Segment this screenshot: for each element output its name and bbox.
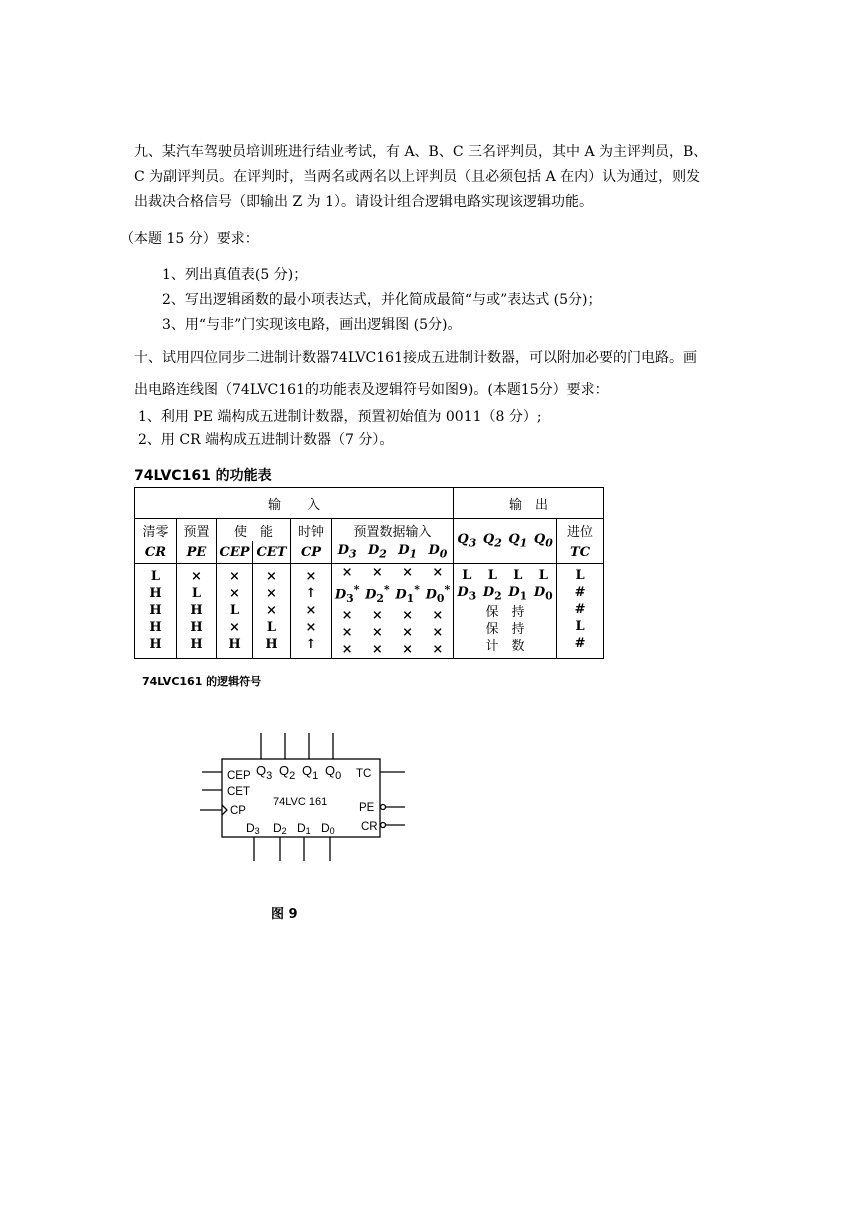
cell-q: L bbox=[487, 567, 497, 583]
cell-d: × bbox=[432, 607, 444, 623]
output-header: 输 出 bbox=[454, 488, 604, 519]
cell-cep: H bbox=[228, 637, 241, 653]
pin-label-cet: CET bbox=[227, 786, 250, 798]
cell-d: $D_3^*$ bbox=[334, 583, 360, 605]
output-mode-text: 保 持 bbox=[485, 605, 525, 621]
q2-label: $Q_2$ bbox=[482, 532, 502, 550]
cell-tc: L bbox=[575, 567, 585, 583]
output-mode-text: 保 持 bbox=[485, 622, 525, 638]
q10-requirement-2: 2、用 CR 端构成五进制计数器（7 分）。 bbox=[138, 432, 394, 448]
pin-label-q2: $Q_2$ bbox=[279, 763, 296, 782]
cell-cp: × bbox=[305, 603, 317, 619]
col-clock-cn: 时钟 bbox=[291, 519, 332, 542]
q9-line-2: C 为副评判员。在评判时，当两名或两名以上评判员（且必须包括 A 在内）认为通过，则发 bbox=[134, 169, 701, 185]
q3-label: $Q_3$ bbox=[457, 532, 477, 550]
d2-label: $D_2$ bbox=[367, 543, 387, 561]
col-cet: CET bbox=[253, 541, 291, 564]
cell-d: × bbox=[402, 607, 414, 623]
pe-inversion-bubble bbox=[381, 805, 386, 810]
cr-inversion-bubble bbox=[381, 823, 386, 828]
pin-label-cp: CP bbox=[230, 805, 246, 817]
cell-d: × bbox=[402, 641, 414, 657]
cell-cet: H bbox=[265, 637, 278, 653]
cell-cr: H bbox=[149, 603, 162, 619]
cell-q: $D_1$ bbox=[508, 584, 528, 603]
cell-d: × bbox=[371, 624, 383, 640]
cell-d: × bbox=[432, 565, 444, 580]
cell-pe: L bbox=[191, 586, 202, 602]
cell-d: × bbox=[341, 565, 353, 580]
cell-d: × bbox=[341, 624, 353, 640]
pin-label-cep: CEP bbox=[227, 770, 251, 782]
cell-tc: # bbox=[574, 584, 586, 600]
col-cp: CP bbox=[291, 541, 332, 564]
cell-d: × bbox=[341, 607, 353, 623]
col-carry-cn: 进位 bbox=[557, 519, 604, 542]
chip-name: 74LVC 161 bbox=[273, 796, 328, 808]
q9-requirement-1: 1、列出真值表(5 分)； bbox=[162, 267, 308, 283]
q10-line-1: 十、试用四位同步二进制计数器74LVC161接成五进制计数器，可以附加必要的门电路。画 bbox=[134, 350, 697, 366]
cell-cep: × bbox=[229, 620, 240, 636]
cell-d: $D_2^*$ bbox=[365, 583, 390, 605]
cell-pe: H bbox=[190, 620, 203, 636]
pin-label-d1: D1 bbox=[297, 821, 311, 836]
pin-label-q1: $Q_1$ bbox=[302, 763, 319, 782]
pin-label-d3: D3 bbox=[246, 821, 260, 836]
col-preset-cn: 预置 bbox=[177, 519, 217, 542]
cell-q: L bbox=[513, 567, 523, 583]
cell-cet: × bbox=[266, 569, 277, 585]
cell-pe: H bbox=[190, 603, 203, 619]
cell-d: $D_0^*$ bbox=[425, 583, 451, 605]
pin-label-d0: D0 bbox=[321, 821, 335, 836]
logic-symbol-caption: 74LVC161 的逻辑符号 bbox=[142, 675, 262, 688]
cell-d: × bbox=[402, 565, 414, 580]
figure-label: 图 9 bbox=[271, 907, 298, 922]
cell-d: $D_1^*$ bbox=[395, 583, 420, 605]
cell-q: $D_2$ bbox=[482, 584, 502, 603]
cell-cp: ↑ bbox=[305, 637, 317, 653]
cell-d: × bbox=[432, 624, 444, 640]
cell-cr: H bbox=[149, 637, 162, 653]
col-cr: CR bbox=[135, 541, 177, 564]
q9-line-1: 九、某汽车驾驶员培训班进行结业考试，有 A、B、C 三名评判员，其中 A 为主评判员，B、 bbox=[134, 144, 708, 160]
col-enable-cn: 使 能 bbox=[217, 519, 291, 542]
pin-label-tc: TC bbox=[356, 768, 372, 780]
cell-q: L bbox=[462, 567, 472, 583]
q10-requirement-1: 1、利用 PE 端构成五进制计数器，预置初始值为 0011（8 分）; bbox=[138, 409, 542, 425]
cell-q: $D_3$ bbox=[457, 584, 477, 603]
col-tc: TC bbox=[557, 541, 604, 564]
cell-pe: × bbox=[191, 569, 202, 585]
cell-d: × bbox=[371, 641, 383, 657]
pin-label-cr: CR bbox=[361, 821, 378, 833]
cell-cep: × bbox=[229, 569, 240, 585]
cell-tc: # bbox=[574, 601, 586, 617]
output-mode-text: 计 数 bbox=[485, 639, 525, 655]
col-clear-cn: 清零 bbox=[135, 519, 177, 542]
pin-label-d2: D2 bbox=[273, 821, 287, 836]
input-header: 输 入 bbox=[135, 488, 454, 519]
cell-cr: L bbox=[150, 569, 161, 585]
cell-cp: ↑ bbox=[305, 586, 317, 602]
cell-d: × bbox=[371, 565, 383, 580]
cell-pe: H bbox=[190, 637, 203, 653]
cell-cet: × bbox=[266, 586, 277, 602]
cell-d: × bbox=[341, 641, 353, 657]
q9-line-3: 出裁决合格信号（即输出 Z 为 1）。请设计组合逻辑电路实现该逻辑功能。 bbox=[134, 194, 593, 210]
clock-triangle bbox=[222, 805, 227, 815]
cell-d: × bbox=[371, 607, 383, 623]
q9-requirement-2: 2、写出逻辑函数的最小项表达式，并化简成最简“与或”表达式 (5分)； bbox=[162, 292, 602, 308]
col-pe: PE bbox=[177, 541, 217, 564]
q9-requirement-3: 3、用“与非”门实现该电路，画出逻辑图 (5分)。 bbox=[162, 317, 462, 333]
col-data-cn: 预置数据输入 bbox=[332, 519, 454, 542]
cell-d: × bbox=[432, 641, 444, 657]
d0-label: $D_0$ bbox=[428, 543, 448, 561]
col-cep: CEP bbox=[217, 541, 253, 564]
cell-cp: × bbox=[305, 569, 317, 585]
pin-label-q0: $Q_0$ bbox=[325, 763, 342, 782]
cell-q: L bbox=[538, 567, 548, 583]
cell-cr: H bbox=[149, 620, 162, 636]
cell-cr: H bbox=[149, 586, 162, 602]
function-table-caption: 74LVC161 的功能表 bbox=[134, 468, 272, 484]
q10-line-2: 出电路连线图（74LVC161的功能表及逻辑符号如图9)。(本题15分）要求： bbox=[134, 382, 609, 398]
cell-cep: L bbox=[229, 603, 240, 619]
cell-cep: × bbox=[229, 586, 240, 602]
cell-cet: × bbox=[266, 603, 277, 619]
pin-label-pe: PE bbox=[359, 802, 375, 814]
cell-tc: # bbox=[574, 635, 586, 651]
d1-label: $D_1$ bbox=[398, 543, 418, 561]
q0-label: $Q_0$ bbox=[533, 532, 553, 550]
q1-label: $Q_1$ bbox=[508, 532, 528, 550]
cell-cp: × bbox=[305, 620, 317, 636]
cell-tc: L bbox=[575, 618, 585, 634]
pin-label-q3: $Q_3$ bbox=[256, 763, 273, 782]
q9-score: （本题 15 分）要求： bbox=[120, 231, 259, 247]
cell-d: × bbox=[402, 624, 414, 640]
cell-q: $D_0$ bbox=[533, 584, 553, 603]
cell-cet: L bbox=[266, 620, 277, 636]
d3-label: $D_3$ bbox=[337, 543, 357, 561]
